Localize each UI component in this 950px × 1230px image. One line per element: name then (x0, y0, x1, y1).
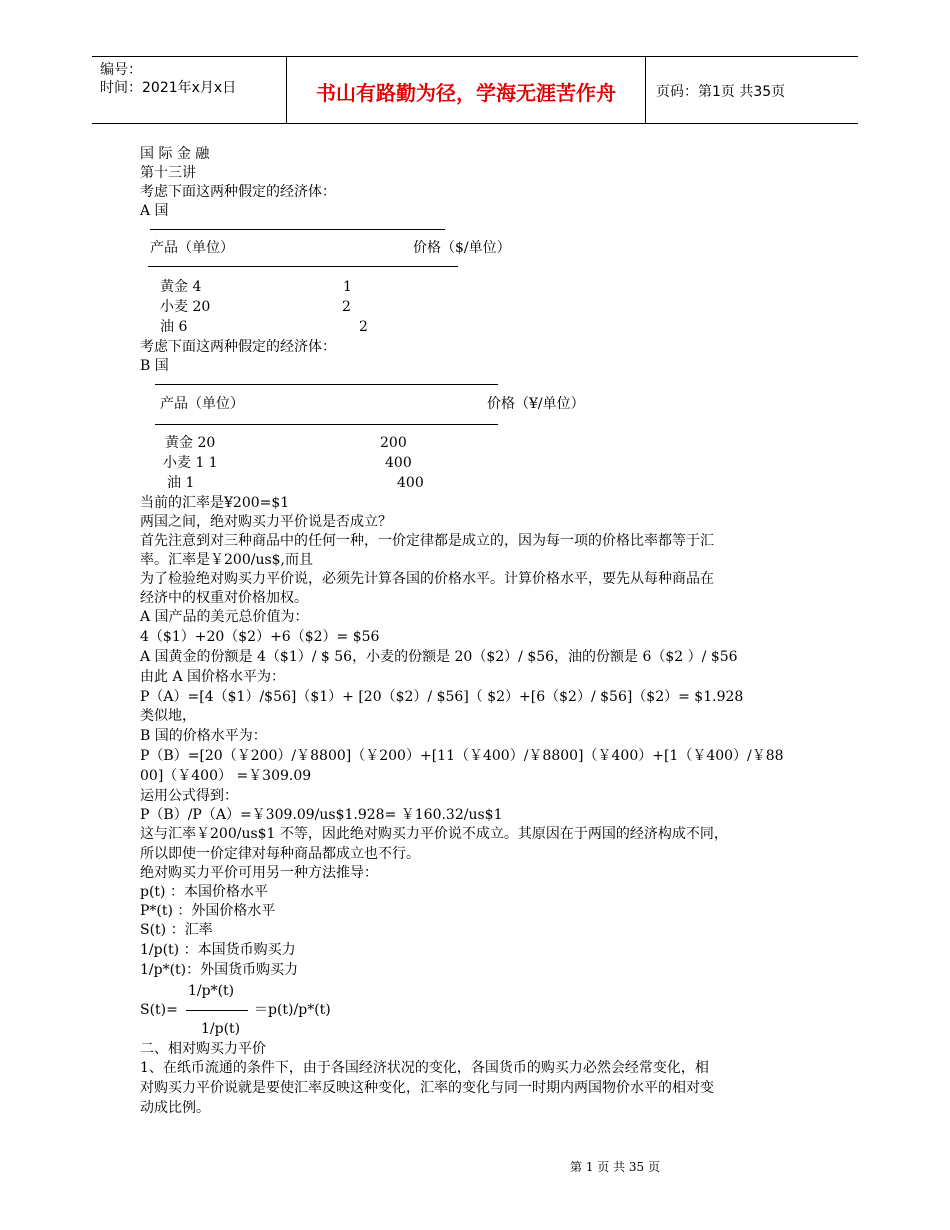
table-a-row-label: 黄金 4 (160, 279, 202, 295)
paragraph-line: 动成比例。 (140, 1100, 210, 1116)
text-line: A 国黄金的份额是 4（$1）/ $ 56，小麦的份额是 20（$2）/ $56，油的份额是 6（$2 ）/ $56 (140, 649, 738, 665)
text-line: 类似地， (140, 708, 196, 724)
table-a-header-rule (148, 266, 458, 267)
formula-denominator: 1/p(t) (201, 1021, 241, 1037)
table-a-col2: 价格（$/单位） (413, 240, 511, 256)
page-header (92, 56, 858, 124)
text-line: 1/p(t) ：本国货币购买力 (140, 942, 296, 958)
table-b-col1: 产品（单位） (160, 396, 244, 412)
text-line: 绝对购买力平价可用另一种方法推导： (140, 865, 378, 881)
text-line: 率。汇率是￥200/us$,而且 (140, 552, 313, 568)
text-line: 1/p*(t)：外国货币购买力 (140, 962, 299, 978)
table-a-col1: 产品（单位） (150, 240, 234, 256)
text-line: A 国产品的美元总价值为： (140, 609, 309, 625)
text-line: 当前的汇率是¥200=$1 (140, 495, 290, 511)
header-motto-cell (286, 57, 646, 123)
header-meta (100, 61, 285, 119)
page-info: 页码：第1页 共35页 (656, 84, 786, 100)
number-label: 编号： (100, 62, 142, 78)
intro-b: 考虑下面这两种假定的经济体： (140, 339, 336, 355)
text-line: 经济中的权重对价格加权。 (140, 590, 308, 606)
text-line: p(t) ：本国价格水平 (140, 884, 268, 900)
table-b-row-price: 400 (385, 455, 412, 471)
text-line: 为了检验绝对购买力平价说，必须先计算各国的价格水平。计算价格水平，要先从每种商品在 (140, 571, 714, 587)
text-line: P（B）/P（A）=￥309.09/us$1.928= ￥160.32/us$1 (140, 807, 503, 823)
table-a-top-rule (150, 229, 445, 230)
table-b-col2: 价格（¥/单位） (487, 396, 585, 412)
section-heading: 二、相对购买力平价 (140, 1041, 266, 1057)
table-b-row-price: 200 (380, 435, 407, 451)
lecture-label: 第十三讲 (140, 165, 196, 181)
motto: 书山有路勤为径，学海无涯苦作舟 (316, 81, 616, 105)
table-a-row-price: 2 (359, 319, 368, 335)
text-line: 4（$1）+20（$2）+6（$2）= $56 (140, 629, 380, 645)
table-a-row-price: 2 (342, 299, 351, 315)
text-line: B 国的价格水平为： (140, 728, 267, 744)
text-line: 两国之间，绝对购买力平价说是否成立？ (140, 514, 392, 530)
text-line: 运用公式得到： (140, 788, 238, 804)
text-line: P（A）=[4（$1）/$56]（$1）+ [20（$2）/ $56]（ $2）+[6（$2）/ $56]（$2）= $1.928 (140, 689, 744, 705)
text-line: 首先注意到对三种商品中的任何一种，一价定律都是成立的，因为每一项的价格比率都等于汇 (140, 533, 714, 549)
intro-a: 考虑下面这两种假定的经济体： (140, 184, 336, 200)
table-a-row-label: 小麦 20 (160, 299, 211, 315)
table-b-top-rule (155, 384, 498, 385)
time-label: 时间：2021年x月x日 (100, 80, 237, 96)
paragraph-line: 1、在纸币流通的条件下，由于各国经济状况的变化，各国货币的购买力必然会经常变化，相 (140, 1060, 709, 1076)
formula-fraction-bar (186, 1010, 248, 1011)
text-line: S(t) ：汇率 (140, 922, 213, 938)
table-b-header-rule (155, 424, 498, 425)
table-b-row-label: 油 1 (167, 475, 195, 491)
country-b: B 国 (140, 358, 169, 374)
formula-numerator: 1/p*(t) (188, 983, 235, 999)
text-line: P（B）=[20（￥200）/￥8800]（￥200）+[11（￥400）/￥8800]（￥400）+[1（￥400）/￥88 (140, 748, 784, 764)
text-line: 这与汇率￥200/us$1 不等，因此绝对购买力平价说不成立。其原因在于两国的经济构成不同， (140, 826, 728, 842)
text-line: 所以即使一价定律对每种商品都成立也不行。 (140, 846, 420, 862)
text-line: P*(t) ：外国价格水平 (140, 903, 276, 919)
text-line: 00]（￥400） =￥309.09 (140, 768, 312, 784)
formula-lhs: S(t)= (140, 1002, 178, 1018)
table-b-row-label: 黄金 20 (165, 435, 216, 451)
table-a-row-label: 油 6 (160, 319, 188, 335)
formula-rhs: ＝p(t)/p*(t) (254, 1002, 331, 1018)
table-a-row-price: 1 (343, 279, 352, 295)
table-b-row-price: 400 (397, 475, 424, 491)
text-line: 由此 A 国价格水平为： (140, 669, 286, 685)
table-b-row-label: 小麦 1 1 (163, 455, 218, 471)
country-a: A 国 (140, 203, 169, 219)
paragraph-line: 对购买力平价说就是要使汇率反映这种变化，汇率的变化与同一时期内两国物价水平的相对变 (140, 1080, 714, 1096)
doc-title: 国 际 金 融 (140, 146, 210, 162)
page-footer: 第 1 页 共 35 页 (570, 1160, 660, 1174)
